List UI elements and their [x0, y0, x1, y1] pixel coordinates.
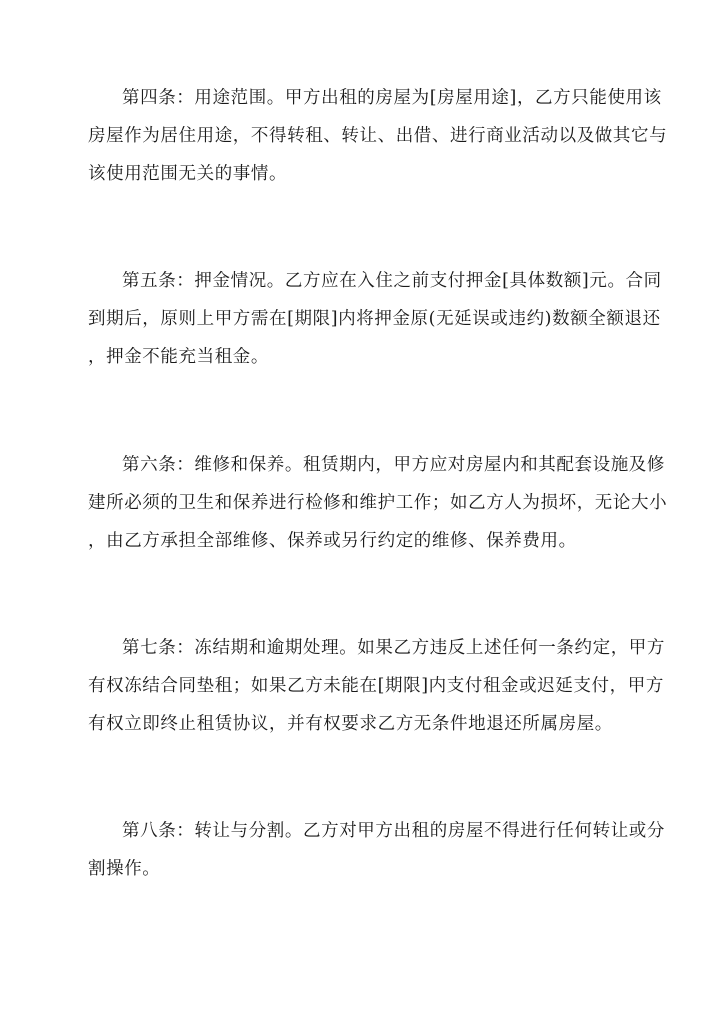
paragraph-line: 第六条：维修和保养。租赁期内，甲方应对房屋内和其配套设施及修	[122, 455, 665, 475]
paragraph-line: 有权立即终止租赁协议，并有权要求乙方无条件地退还所属房屋。	[88, 714, 613, 734]
clause-article-7	[88, 629, 665, 743]
paragraph-line: 第五条：押金情况。乙方应在入住之前支付押金[具体数额]元。合同	[122, 271, 662, 291]
paragraph-line: 房屋作为居住用途，不得转租、转让、出借、进行商业活动以及做其它与	[88, 126, 668, 146]
clause-article-5	[88, 262, 662, 376]
clause-article-6	[88, 446, 668, 560]
paragraph-line: 有权冻结合同垫租；如果乙方未能在[期限]内支付租金或迟延支付，甲方	[88, 676, 664, 696]
paragraph-line: ，押金不能充当租金。	[88, 347, 269, 367]
paragraph-line: 第八条：转让与分割。乙方对甲方出租的房屋不得进行任何转让或分	[122, 821, 665, 841]
clause-article-8	[88, 812, 665, 888]
paragraph-line: 割操作。	[88, 859, 161, 879]
paragraph-line: 到期后，原则上甲方需在[期限]内将押金原(无延误或违约)数额全额退还	[88, 309, 661, 329]
paragraph-line: 第四条：用途范围。甲方出租的房屋为[房屋用途]，乙方只能使用该	[122, 88, 662, 108]
paragraph-line: ，由乙方承担全部维修、保养或另行约定的维修、保养费用。	[88, 531, 577, 551]
paragraph-line: 该使用范围无关的事情。	[88, 164, 288, 184]
clause-article-4	[88, 79, 668, 193]
paragraph-line: 第七条：冻结期和逾期处理。如果乙方违反上述任何一条约定，甲方	[122, 638, 665, 658]
paragraph-line: 建所必须的卫生和保养进行检修和维护工作；如乙方人为损坏，无论大小	[88, 493, 668, 513]
